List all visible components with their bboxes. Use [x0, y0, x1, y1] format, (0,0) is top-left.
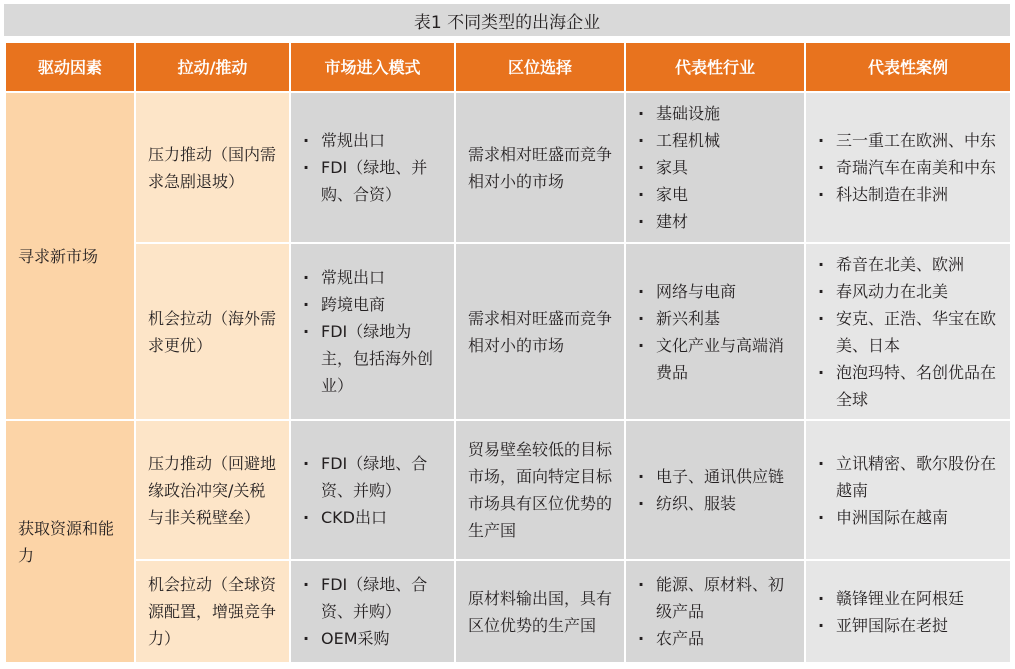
location-cell: 贸易壁垒较低的目标市场，面向特定目标市场具有区位优势的生产国	[455, 420, 625, 560]
pushpull-cell: 压力推动（国内需求急剧退坡）	[135, 92, 290, 243]
header-location: 区位选择	[455, 42, 625, 92]
list-item: · FDI（绿地、合资、并购）	[303, 450, 442, 504]
list-item: · 工程机械	[638, 127, 792, 154]
list-item: · FDI（绿地、合资、并购）	[303, 571, 442, 625]
pushpull-cell: 机会拉动（全球资源配置，增强竞争力）	[135, 560, 290, 663]
entry-mode-cell	[290, 243, 455, 420]
table-row	[5, 420, 1011, 560]
list-item: · 常规出口	[303, 264, 442, 291]
list-item: · 建材	[638, 208, 792, 235]
entry-mode-cell	[290, 560, 455, 663]
entry-mode-cell	[290, 420, 455, 560]
list-item: · 奇瑞汽车在南美和中东	[818, 154, 998, 181]
cases-cell	[805, 92, 1011, 243]
list-item: · OEM采购	[303, 625, 442, 652]
industry-cell	[625, 560, 805, 663]
table-title	[4, 4, 1010, 36]
list-item: · 电子、通讯供应链	[638, 463, 792, 490]
list-item: · 赣锋锂业在阿根廷	[818, 585, 998, 612]
cases-cell	[805, 560, 1011, 663]
list-item: · 科达制造在非洲	[818, 181, 998, 208]
location-cell: 需求相对旺盛而竞争相对小的市场	[455, 92, 625, 243]
list-item: · 文化产业与高端消费品	[638, 332, 792, 386]
cases-cell	[805, 420, 1011, 560]
list-item: · CKD出口	[303, 504, 442, 531]
location-cell: 需求相对旺盛而竞争相对小的市场	[455, 243, 625, 420]
list-item: · 网络与电商	[638, 278, 792, 305]
cases-cell	[805, 243, 1011, 420]
driver-cell: 获取资源和能力	[5, 420, 135, 663]
table-row	[5, 243, 1011, 420]
list-item: · 希音在北美、欧洲	[818, 251, 998, 278]
pushpull-cell: 机会拉动（海外需求更优）	[135, 243, 290, 420]
list-item: · 新兴利基	[638, 305, 792, 332]
list-item: · 家具	[638, 154, 792, 181]
list-item: · 农产品	[638, 625, 792, 652]
entry-mode-cell	[290, 92, 455, 243]
list-item: · FDI（绿地、并购、合资）	[303, 154, 442, 208]
list-item: · 申洲国际在越南	[818, 504, 998, 531]
list-item: · 纺织、服装	[638, 490, 792, 517]
header-cases: 代表性案例	[805, 42, 1011, 92]
list-item: · 基础设施	[638, 100, 792, 127]
list-item: · 能源、原材料、初级产品	[638, 571, 792, 625]
industry-cell	[625, 420, 805, 560]
table-row	[5, 560, 1011, 663]
industry-cell	[625, 92, 805, 243]
outbound-enterprise-table	[4, 41, 1012, 664]
header-driver: 驱动因素	[5, 42, 135, 92]
table-header-row	[5, 42, 1011, 92]
list-item: · FDI（绿地为主，包括海外创业）	[303, 318, 442, 399]
table-title-text: 表1 不同类型的出海企业	[413, 12, 601, 33]
header-industry: 代表性行业	[625, 42, 805, 92]
driver-cell: 寻求新市场	[5, 92, 135, 420]
list-item: · 三一重工在欧洲、中东	[818, 127, 998, 154]
list-item: · 亚钾国际在老挝	[818, 612, 998, 639]
list-item: · 泡泡玛特、名创优品在全球	[818, 359, 998, 413]
location-cell: 原材料输出国，具有区位优势的生产国	[455, 560, 625, 663]
list-item: · 春风动力在北美	[818, 278, 998, 305]
list-item: · 安克、正浩、华宝在欧美、日本	[818, 305, 998, 359]
list-item: · 常规出口	[303, 127, 442, 154]
pushpull-cell: 压力推动（回避地缘政治冲突/关税与非关税壁垒）	[135, 420, 290, 560]
table-row	[5, 92, 1011, 243]
header-pushpull: 拉动/推动	[135, 42, 290, 92]
header-entry-mode: 市场进入模式	[290, 42, 455, 92]
list-item: · 家电	[638, 181, 792, 208]
industry-cell	[625, 243, 805, 420]
list-item: · 跨境电商	[303, 291, 442, 318]
list-item: · 立讯精密、歌尔股份在越南	[818, 450, 998, 504]
